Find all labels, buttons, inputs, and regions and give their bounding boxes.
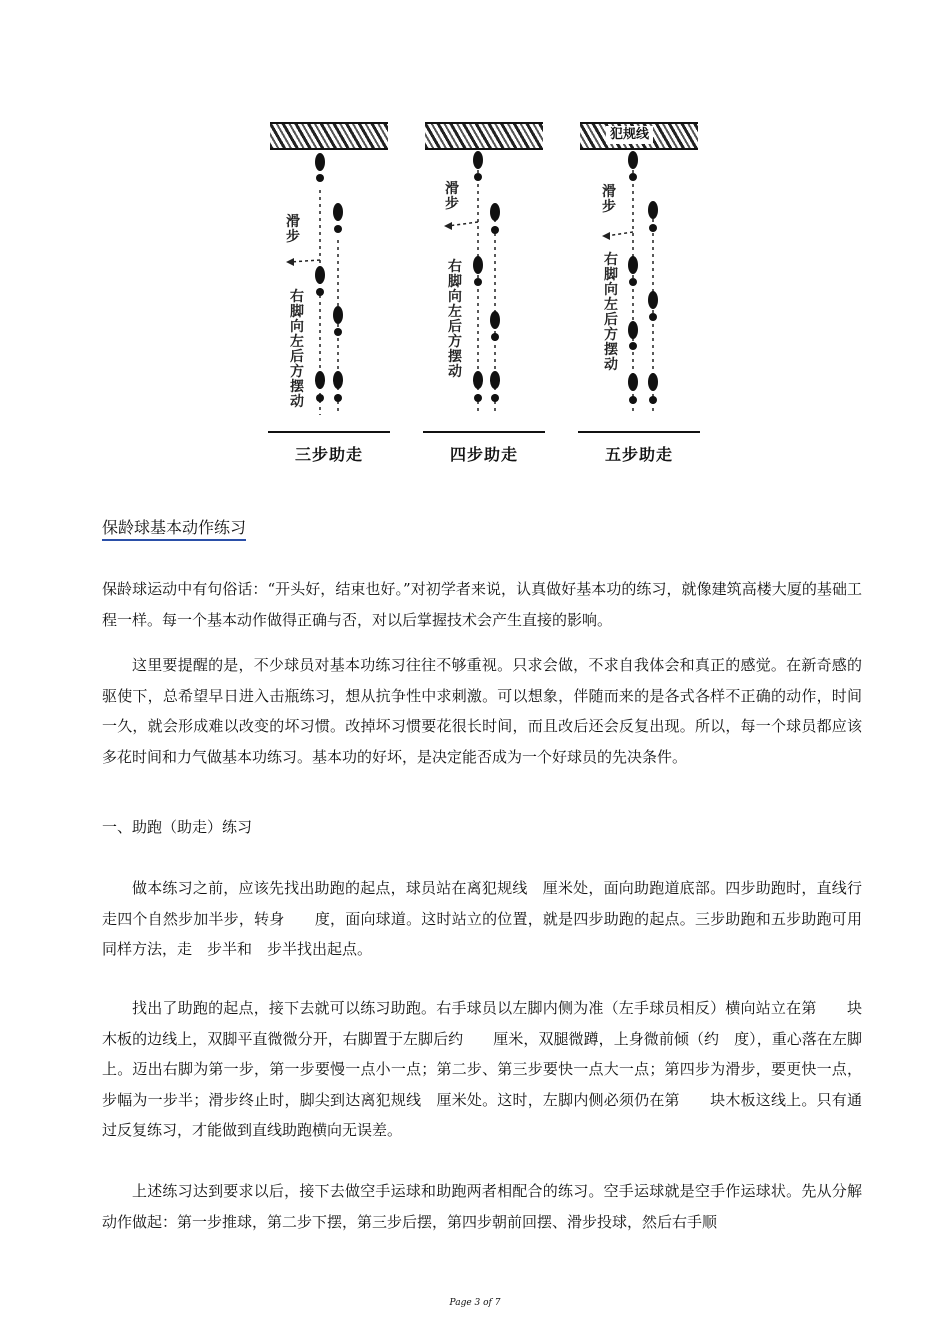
swing-label: 右脚向左后方摆动 [290, 289, 304, 410]
foul-line-bar [425, 122, 543, 150]
three-step-diagram [268, 110, 400, 475]
paragraph-reminder: 这里要提醒的是，不少球员对基本功练习往往不够重视。只求会做，不求自我体会和真正的感觉。在新奇感的驱使下，总希望早日进入击瓶练习，想从抗争性中求刺激。可以想象，伴随而来的是各式各样不正确的动作，时间一久，就会形成难以改变的坏习惯。改掉坏习惯要花很长时间，而且改后还会反复出现。所以，每一个球员都应该多花时间和力气做基本功练习。基本功的好坏，是决定能否成为一个好球员的先决条件。 [102, 656, 862, 766]
paragraph-approach: 找出了助跑的起点，接下去就可以练习助跑。右手球员以左脚内侧为准（左手球员相反）横向站立在第 块木板的边线上，双脚平直微微分开，右脚置于左脚后约 厘米，双腿微蹲，上身微前倾（约 度），重心落在左脚上。迈出右脚为第一步，第一步要慢一点小一点；第二步、第三步要快一点大一点；第四步为滑步，要更快一点，步幅为一步半；滑步终止时，脚尖到达离犯规线 厘米处。这时，左脚内侧必须仍在第 块木板这线上。只有通过反复练习，才能做到直线助跑横向无误差。 [102, 999, 862, 1139]
approach-baseline [578, 431, 700, 433]
foul-line-bar [270, 122, 388, 150]
page-footer: Page 3 of 7 [449, 1298, 501, 1308]
slide-label: 滑步 [286, 214, 300, 245]
foul-line-label: 犯规线 [606, 126, 653, 144]
approach-baseline [268, 431, 390, 433]
four-step-diagram [423, 110, 555, 475]
paragraph-start-point: 做本练习之前，应该先找出助跑的起点，球员站在离犯规线 厘米处，面向助跑道底部。四步助跑时，直线行走四个自然步加半步，转身 度，面向球道。这时站立的位置，就是四步助跑的起点。三步助跑和五步助跑可用同样方法，走 步半和 步半找出起点。 [102, 879, 862, 958]
diagram-caption: 五步助走 [604, 445, 673, 464]
slide-label: 滑步 [445, 181, 459, 212]
foul-line-bar [580, 122, 698, 150]
section-title-link[interactable]: 保龄球基本动作练习 [102, 515, 246, 541]
footprints-graphic [268, 150, 400, 430]
swing-label: 右脚向左后方摆动 [604, 252, 618, 373]
footprints-graphic [423, 150, 555, 430]
five-step-diagram [578, 110, 710, 475]
section-heading: 一、助跑（助走）练习 [102, 818, 253, 836]
approach-steps-figure [258, 110, 718, 475]
paragraph-arm-swing: 上述练习达到要求以后，接下去做空手运球和助跑两者相配合的练习。空手运球就是空手作运球状。先从分解动作做起：第一步推球，第二步下摆，第三步后摆，第四步朝前回摆、滑步投球，然后右手顺 [102, 1182, 862, 1231]
slide-label: 滑步 [602, 184, 616, 215]
diagram-caption: 四步助走 [449, 445, 518, 464]
diagram-caption: 三步助走 [294, 445, 363, 464]
swing-label: 右脚向左后方摆动 [448, 259, 462, 380]
approach-baseline [423, 431, 545, 433]
footprints-graphic [578, 150, 710, 430]
paragraph-intro: 保龄球运动中有句俗话：“开头好，结束也好。”对初学者来说，认真做好基本功的练习，就像建筑高楼大厦的基础工程一样。每一个基本动作做得正确与否，对以后掌握技术会产生直接的影响。 [102, 580, 862, 629]
